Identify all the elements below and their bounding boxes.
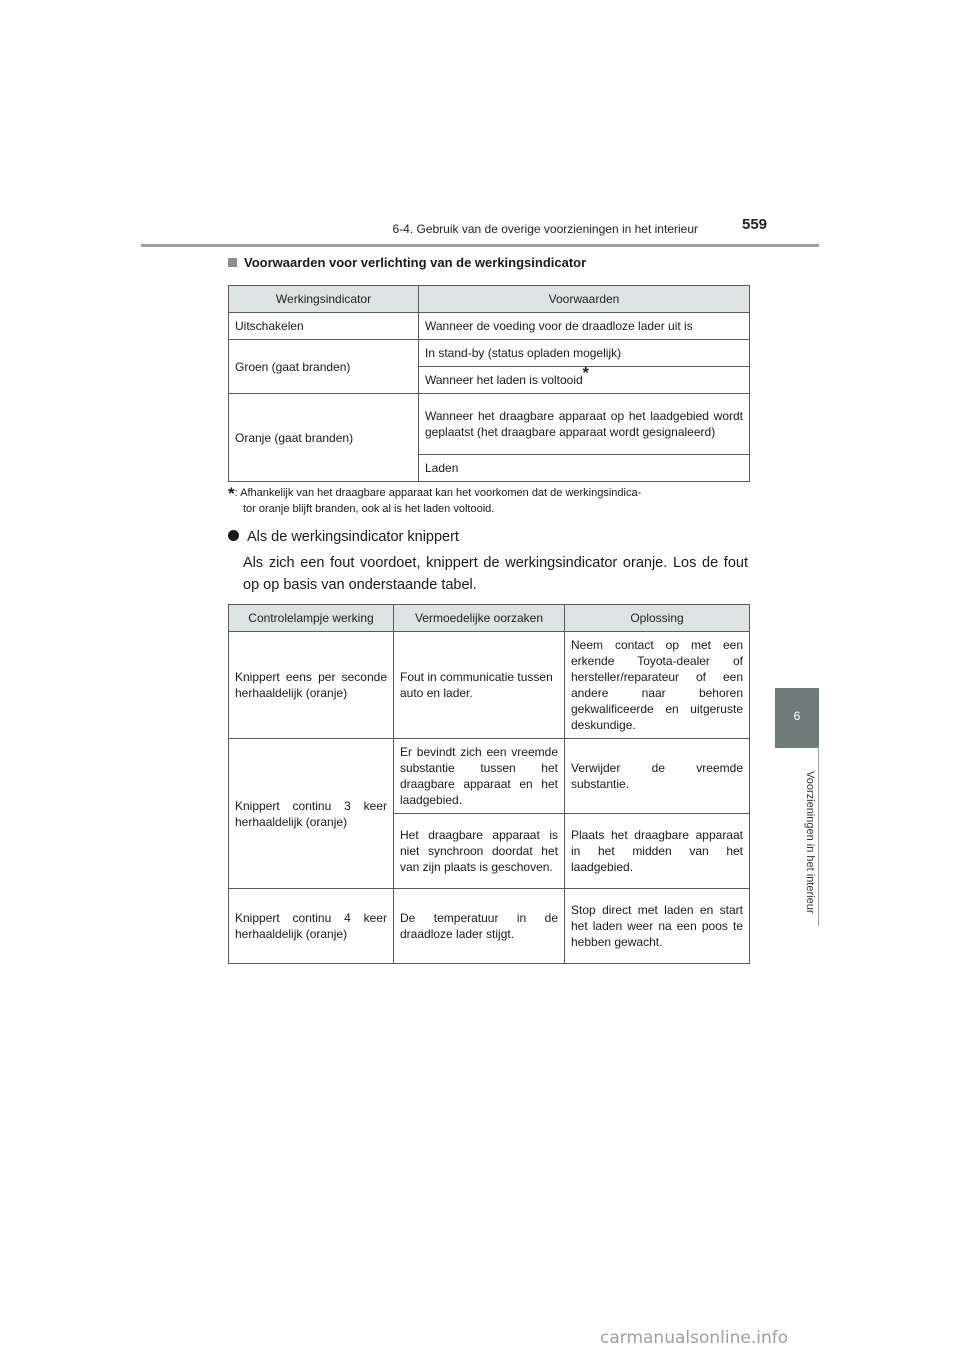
table-cell: Neem contact op met een erkende Toyota-dealer of hersteller/reparateur of een andere naar behoren gekwalificeerde en uitgeruste deskundige.: [565, 632, 750, 739]
column-header: Oplossing: [565, 605, 750, 632]
table-row: [229, 340, 750, 367]
watermark: carmanualsonline.info: [600, 1328, 789, 1348]
table-row: [229, 739, 750, 814]
table-cell: Plaats het draagbare apparaat in het midden van het laadgebied.: [565, 814, 750, 889]
footnote-line: tor oranje blijft branden, ook al is het laden voltooid.: [243, 503, 495, 515]
table-row: [229, 313, 750, 340]
table-cell: De temperatuur in de draadloze lader stijgt.: [394, 889, 565, 964]
column-header: Voorwaarden: [419, 286, 750, 313]
table-cell: Verwijder de vreemde substantie.: [565, 739, 750, 814]
footnote-line: : Afhankelijk van het draagbare apparaat kan het voorkomen dat de werkingsindica-: [234, 487, 642, 499]
table-cell: Wanneer de voeding voor de draadloze lader uit is: [419, 313, 750, 340]
section-heading: [228, 255, 586, 270]
square-bullet-icon: [228, 258, 237, 267]
round-bullet-icon: [228, 530, 239, 541]
column-header: Werkingsindicator: [229, 286, 419, 313]
tab-rule: [818, 746, 819, 926]
table-cell: Er bevindt zich een vreemde substantie tussen het draagbare apparaat en het laadgebied.: [394, 739, 565, 814]
table-cell: Uitschakelen: [229, 313, 419, 340]
table-cell: Wanneer het draagbare apparaat op het laadgebied wordt geplaatst (het draagbare apparaat wordt gesignaleerd): [419, 394, 750, 455]
condition-text: Wanneer het laden is voltooid: [425, 373, 583, 387]
footnote-marker: *: [582, 365, 589, 382]
indicator-table: [228, 285, 750, 482]
table-row: [229, 632, 750, 739]
footnote-marker: *: [228, 484, 235, 503]
table-row: [229, 889, 750, 964]
section-heading-text: Voorwaarden voor verlichting van de werkingsindicator: [244, 255, 587, 270]
table-cell: Het draagbare apparaat is niet synchroon doordat het van zijn plaats is geschoven.: [394, 814, 565, 889]
table-cell: Stop direct met laden en start het laden weer na een poos te hebben gewacht.: [565, 889, 750, 964]
bullet-title: Als de werkingsindicator knippert: [247, 529, 459, 545]
chapter-title: 6-4. Gebruik van de overige voorzieningen in het interieur: [392, 222, 698, 236]
table-cell: Laden: [419, 455, 750, 482]
table-header-row: [229, 605, 750, 632]
table-cell: Fout in communicatie tussen auto en lader.: [394, 632, 565, 739]
column-header: Controlelampje werking: [229, 605, 394, 632]
chapter-tab-number: 6: [793, 709, 801, 723]
table-cell: Knippert continu 3 keer herhaaldelijk (oranje): [229, 739, 394, 889]
table-row: [229, 394, 750, 455]
chapter-tab-label: Voorzieningen in het interieur: [804, 770, 816, 914]
table-header-row: [229, 286, 750, 313]
header-rule: [141, 244, 819, 247]
bullet-item: [228, 526, 748, 596]
troubleshooting-table: [228, 604, 750, 964]
table-cell: In stand-by (status opladen mogelijk): [419, 340, 750, 367]
table-cell: Oranje (gaat branden): [229, 394, 419, 482]
table-cell: Groen (gaat branden): [229, 340, 419, 394]
page-number: 559: [742, 216, 768, 233]
bullet-body: Als zich een fout voordoet, knippert de werkingsindicator oranje. Los de fout op op basis van onderstaande tabel.: [243, 555, 748, 593]
table-cell: [419, 367, 750, 394]
column-header: Vermoedelijke oorzaken: [394, 605, 565, 632]
table-cell: Knippert continu 4 keer herhaaldelijk (oranje): [229, 889, 394, 964]
footnote: [228, 483, 750, 517]
table-cell: Knippert eens per seconde herhaaldelijk (oranje): [229, 632, 394, 739]
